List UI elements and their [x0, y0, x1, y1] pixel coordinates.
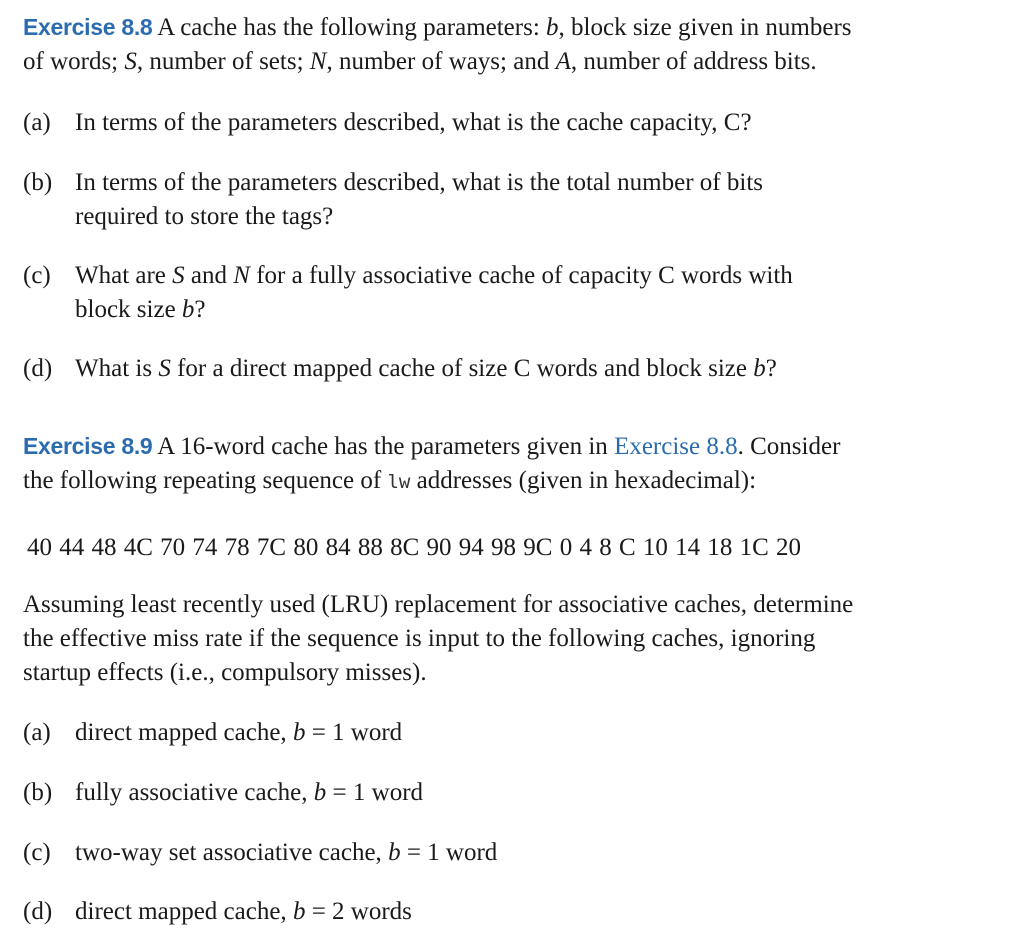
- item-label: (b): [23, 779, 53, 806]
- item-text-part: ?: [765, 355, 777, 382]
- var-n: N: [233, 262, 250, 289]
- item-text: [75, 836, 975, 870]
- item-label: (a): [23, 109, 51, 136]
- intro-text: addresses (given in hexadecimal):: [410, 467, 757, 494]
- var-b: b: [313, 779, 327, 806]
- item-text-part: = 2 words: [305, 898, 412, 925]
- item-text: [75, 895, 975, 929]
- item-text: [75, 259, 975, 327]
- lru-paragraph: [23, 588, 1013, 690]
- item-text-part: = 1 word: [326, 779, 424, 806]
- item-text-line: In terms of the parameters described, what is the total number of bits: [75, 169, 763, 196]
- item-text-part: for a fully associative cache of capacity C words with: [249, 262, 793, 289]
- item-text-part: two-way set associative cache,: [75, 839, 389, 866]
- item-label: (c): [23, 839, 51, 866]
- item-label: (b): [23, 169, 53, 196]
- var-n: N: [309, 48, 327, 75]
- code-lw: lw: [387, 471, 411, 493]
- item-label: (a): [23, 719, 51, 746]
- intro-text: , number of ways; and: [326, 48, 556, 75]
- var-s: S: [124, 48, 137, 75]
- item-text-part: direct mapped cache,: [75, 898, 293, 925]
- item-text-part: and: [184, 262, 234, 289]
- intro-text: A 16-word cache has the parameters given in: [157, 433, 615, 460]
- var-s: S: [158, 355, 171, 382]
- item-text: [75, 352, 975, 386]
- item-text: In terms of the parameters described, what is the cache capacity, C?: [75, 109, 752, 136]
- intro-text: . Consider: [737, 433, 841, 460]
- item-text-line: required to store the tags?: [75, 203, 334, 230]
- var-a: A: [555, 48, 571, 75]
- var-b: b: [753, 355, 766, 382]
- item-label: (d): [23, 898, 53, 925]
- item-text-part: ?: [194, 296, 206, 323]
- item-text-part: What is: [75, 355, 159, 382]
- var-b: b: [292, 898, 306, 925]
- var-b: b: [181, 296, 195, 323]
- address-sequence: 40 44 48 4C 70 74 78 7C 80 84 88 8C 90 94 98 9C 0 4 8 C 10 14 18 1C 20: [27, 534, 802, 561]
- intro-text: A cache has the following parameters:: [157, 14, 547, 41]
- exercise-8-8-label: Exercise 8.8: [23, 14, 153, 40]
- intro-text: , block size given in numbers: [558, 14, 852, 41]
- item-text-part: = 1 word: [400, 839, 498, 866]
- item-text-part: direct mapped cache,: [75, 719, 293, 746]
- exercise-8-8-intro: [23, 10, 1013, 79]
- exercise-8-9-intro: [23, 429, 1013, 499]
- paragraph-line: startup effects (i.e., compulsory misses).: [23, 659, 427, 686]
- var-b: b: [546, 14, 559, 41]
- intro-text: , number of address bits.: [570, 48, 817, 75]
- paragraph-line: the effective miss rate if the sequence is input to the following caches, ignoring: [23, 625, 816, 652]
- var-s: S: [172, 262, 185, 289]
- exercise-8-9-label: Exercise 8.9: [23, 433, 153, 459]
- exercise-8-8-link[interactable]: Exercise 8.8: [614, 433, 738, 460]
- intro-text: of words;: [23, 48, 125, 75]
- item-text-part: = 1 word: [305, 719, 403, 746]
- item-label: (c): [23, 262, 51, 289]
- item-text: [75, 166, 975, 234]
- item-text-part: fully associative cache,: [75, 779, 314, 806]
- item-text-part: block size: [75, 296, 182, 323]
- item-text: [75, 716, 975, 750]
- var-b: b: [292, 719, 306, 746]
- intro-text: the following repeating sequence of: [23, 467, 388, 494]
- paragraph-line: Assuming least recently used (LRU) replacement for associative caches, determine: [23, 591, 854, 618]
- item-label: (d): [23, 355, 53, 382]
- intro-text: , number of sets;: [136, 48, 310, 75]
- var-b: b: [388, 839, 401, 866]
- item-text-part: for a direct mapped cache of size C words and block size: [170, 355, 754, 382]
- item-text: [75, 776, 975, 810]
- item-text-part: What are: [75, 262, 173, 289]
